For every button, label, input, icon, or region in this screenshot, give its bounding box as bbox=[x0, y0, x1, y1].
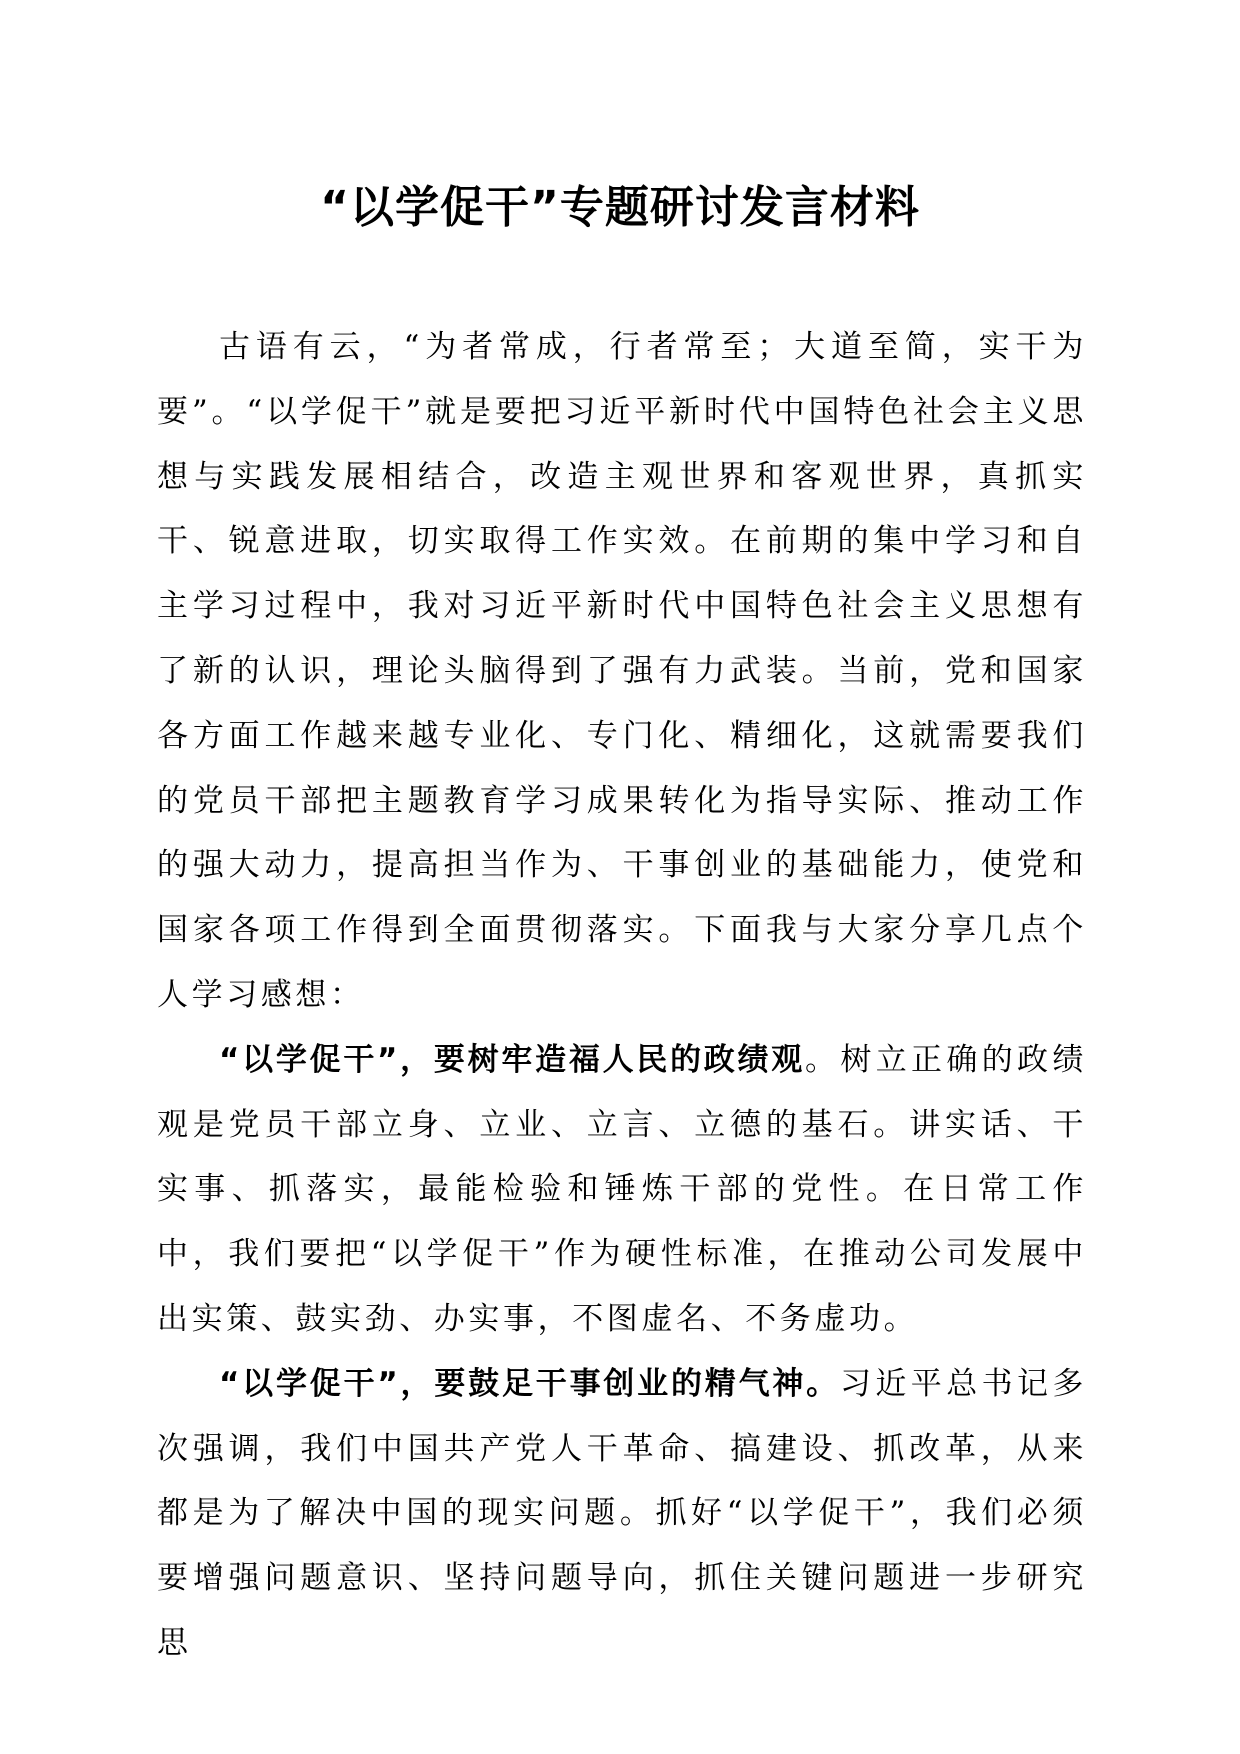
paragraph-entrepreneurial-spirit bbox=[157, 1352, 1087, 1676]
paragraph-political-achievement-text: 。树立正确的政绩观是党员干部立身、立业、立言、立德的基石。讲实话、干实事、抓落实，最能检验和锤炼干部的党性。在日常工作中，我们要把“以学促干”作为硬性标准，在推动公司发展中出实策、鼓实劲、办实事，不图虚名、不务虚功。 bbox=[157, 1041, 1087, 1337]
paragraph-intro-text: 古语有云，“为者常成，行者常至；大道至简，实干为要”。“以学促干”就是要把习近平新时代中国特色社会主义思想与实践发展相结合，改造主观世界和客观世界，真抓实干、锐意进取，切实取得工作实效。在前期的集中学习和自主学习过程中，我对习近平新时代中国特色社会主义思想有了新的认识，理论头脑得到了强有力武装。当前，党和国家各方面工作越来越专业化、专门化、精细化，这就需要我们的党员干部把主题教育学习成果转化为指导实际、推动工作的强大动力，提高担当作为、干事创业的基础能力，使党和国家各项工作得到全面贯彻落实。下面我与大家分享几点个人学习感想： bbox=[157, 329, 1087, 1013]
document-body bbox=[157, 315, 1087, 1676]
paragraph-political-achievement bbox=[157, 1028, 1087, 1352]
paragraph-heading-entrepreneurial-spirit: “以学促干”，要鼓足干事创业的精气神。 bbox=[219, 1365, 840, 1402]
paragraph-heading-political-achievement: “以学促干”，要树牢造福人民的政绩观 bbox=[219, 1041, 806, 1078]
paragraph-entrepreneurial-spirit-text: 习近平总书记多次强调，我们中国共产党人干革命、搞建设、抓改革，从来都是为了解决中国的现实问题。抓好“以学促干”，我们必须要增强问题意识、坚持问题导向，抓住关键问题进一步研究思 bbox=[157, 1365, 1087, 1661]
document-title: “以学促干”专题研讨发言材料 bbox=[320, 182, 920, 233]
paragraph-intro bbox=[157, 315, 1087, 1028]
